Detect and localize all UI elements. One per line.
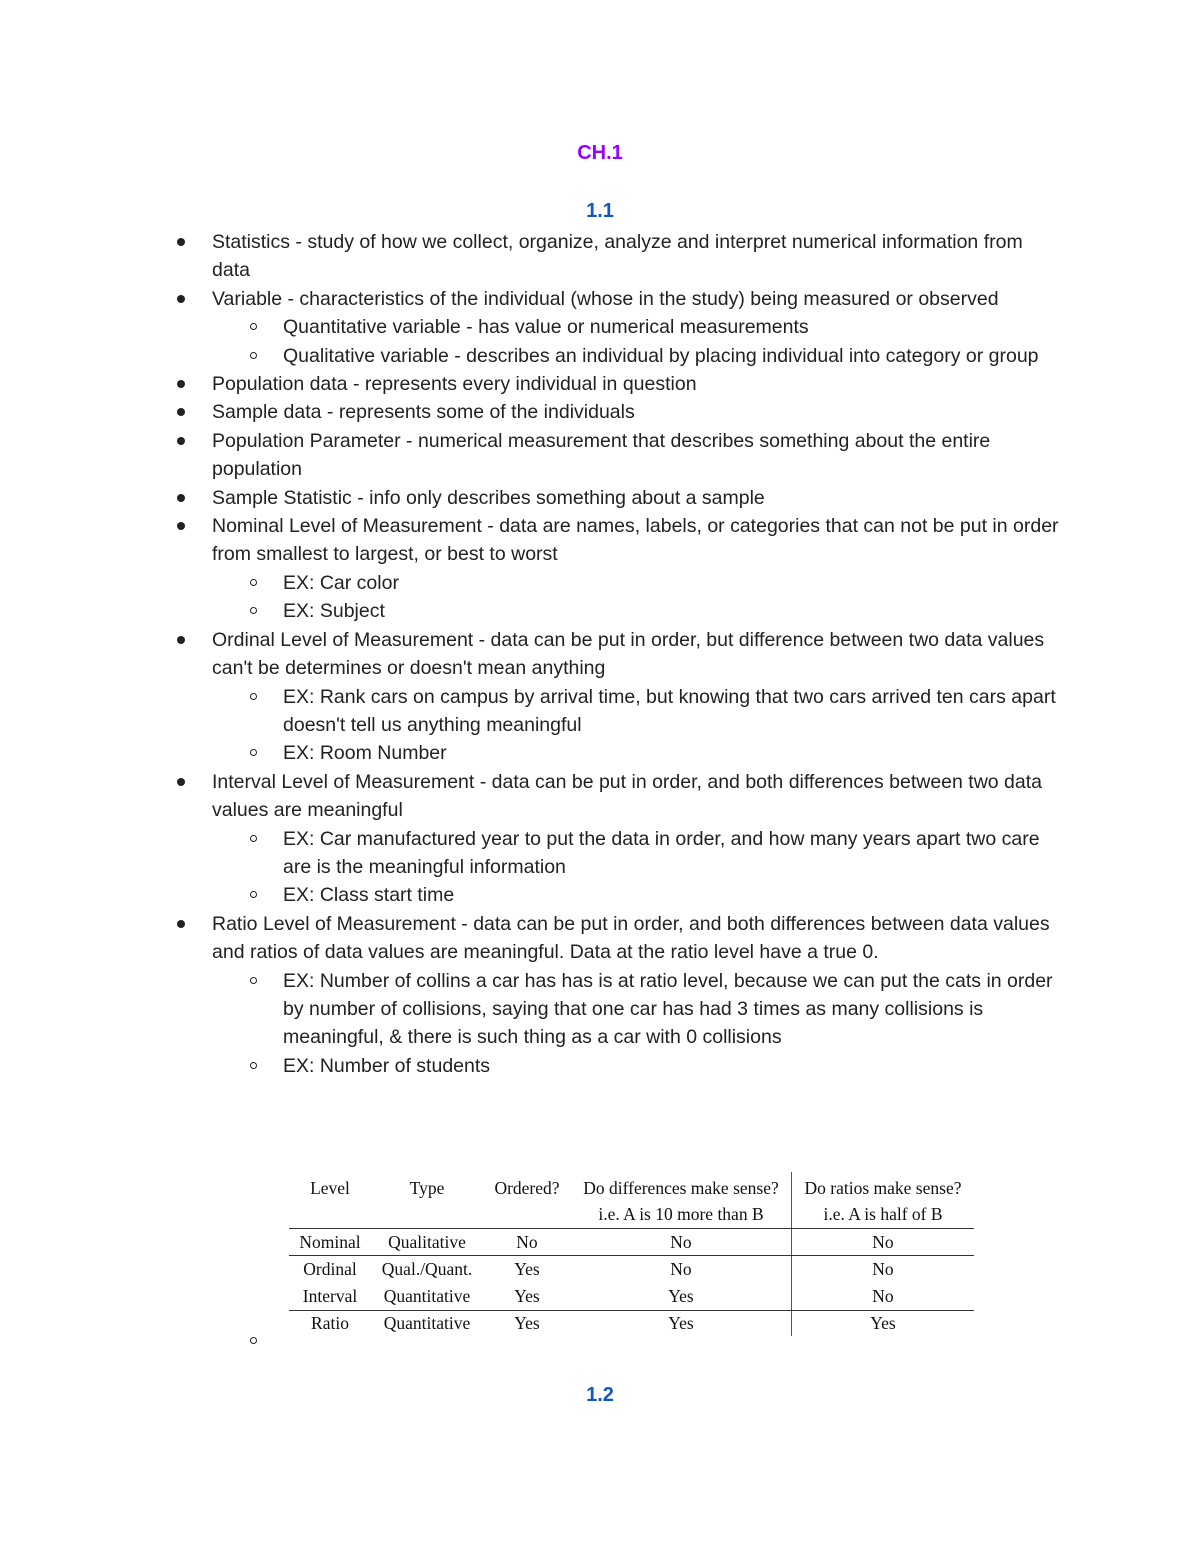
header-ratios-note: i.e. A is half of B (823, 1204, 943, 1224)
table-cell-level: Ordinal (303, 1259, 357, 1279)
sub-bullet-marker (250, 693, 257, 700)
bullet-marker (177, 380, 185, 388)
bullet-item (0, 626, 1060, 683)
bullet-marker (177, 238, 185, 246)
bullet-text: Nominal Level of Measurement - data are names, labels, or categories that can not be put in order from smallest to largest, or best to worst (212, 515, 1059, 566)
bullet-text: Interval Level of Measurement - data can be put in order, and both differences between two data values are meaningful (212, 770, 1042, 822)
bullet-marker (177, 522, 185, 530)
table-cell-differences: Yes (668, 1286, 694, 1306)
bullet-item (0, 768, 1060, 825)
bullet-text: Qualitative variable - describes an individual by placing individual into category or group (283, 344, 1039, 367)
bullet-text: EX: Subject (283, 600, 385, 623)
sub-bullet-item (0, 1052, 1061, 1080)
bullet-marker (177, 295, 185, 303)
sub-bullet-item (0, 313, 1061, 341)
sub-bullet-marker (250, 749, 257, 756)
bullet-text: Population Parameter - numerical measurement that describes something about the entire population (212, 429, 991, 481)
bullet-item (0, 370, 1060, 398)
sub-bullet-marker (250, 835, 257, 842)
bullet-text: Ratio Level of Measurement - data can be put in order, and both differences between data values and ratios of data values are meaningful. Data at the ratio level have a true 0. (212, 912, 1050, 964)
table-cell-ordered: Yes (514, 1286, 540, 1306)
header-differences: Do differences make sense? (583, 1178, 779, 1198)
bullet-text: Statistics - study of how we collect, organize, analyze and interpret numerical information from data (212, 231, 1023, 282)
table-row-rule (289, 1310, 974, 1311)
bullet-text: Ordinal Level of Measurement - data can be put in order, but difference between two data values can't be determines or doesn't mean anything (212, 628, 1045, 680)
bullet-marker (177, 920, 185, 928)
sub-bullet-marker (250, 1062, 257, 1069)
sub-bullet-marker (250, 352, 257, 359)
empty-bullet-marker (250, 1337, 257, 1344)
bullet-marker (177, 494, 185, 502)
header-differences-note: i.e. A is 10 more than B (598, 1204, 764, 1224)
header-level: Level (310, 1178, 350, 1198)
sub-bullet-marker (250, 579, 257, 586)
sub-bullet-item (0, 597, 1061, 625)
bullet-item (0, 484, 1060, 512)
sub-bullet-marker (250, 891, 257, 898)
table-cell-type: Qualitative (388, 1232, 466, 1252)
bullet-text: EX: Car color (283, 571, 399, 594)
sub-bullet-item (0, 967, 1061, 1052)
sub-bullet-item (0, 569, 1061, 597)
header-type: Type (409, 1178, 445, 1198)
bullet-item (0, 427, 1060, 484)
chapter-title: CH.1 (577, 142, 623, 164)
sub-bullet-marker (250, 323, 257, 330)
sub-bullet-item (0, 342, 1061, 370)
table-cell-level: Ratio (311, 1313, 349, 1333)
bullet-text: EX: Number of collins a car has has is at ratio level, because we can put the cats in order by number of collisions, saying that one car has had 3 times as many collisions is meaningful, & there is such thing as a car with 0 collisions (283, 969, 1053, 1049)
table-cell-ratios: Yes (870, 1313, 896, 1333)
table-cell-ordered: No (516, 1232, 538, 1252)
levels-of-measurement-table (289, 1172, 974, 1340)
bullet-text: EX: Number of students (283, 1054, 491, 1077)
sub-bullet-marker (250, 977, 257, 984)
table-cell-ordered: Yes (514, 1259, 540, 1279)
table-cell-level: Interval (302, 1286, 358, 1306)
table-cell-differences: Yes (668, 1313, 694, 1333)
table-cell-differences: No (670, 1232, 692, 1252)
bullet-marker (177, 408, 185, 416)
table-row-rule (289, 1255, 974, 1256)
table-cell-type: Quantitative (383, 1313, 471, 1333)
section-title-1-2: 1.2 (586, 1384, 614, 1406)
header-ordered: Ordered? (494, 1178, 560, 1198)
table-column-divider (791, 1172, 792, 1336)
bullet-marker (177, 636, 185, 644)
sub-bullet-item (0, 683, 1061, 740)
bullet-marker (177, 778, 185, 786)
table-cell-differences: No (670, 1259, 692, 1279)
table-cell-ratios: No (872, 1259, 894, 1279)
bullet-marker (177, 437, 185, 445)
bullet-item (0, 285, 1060, 313)
bullet-text: Population data - represents every individual in question (212, 373, 697, 396)
sub-bullet-item (0, 825, 1061, 882)
bullet-text: EX: Room Number (283, 742, 447, 765)
table-cell-level: Nominal (299, 1232, 361, 1252)
sub-bullet-item (0, 881, 1061, 909)
header-ratios: Do ratios make sense? (804, 1178, 962, 1198)
table-header-rule (289, 1228, 974, 1229)
sub-bullet-marker (250, 607, 257, 614)
bullet-text: EX: Rank cars on campus by arrival time, but knowing that two cars arrived ten cars apart doesn't tell us anything meaningful (283, 685, 1056, 736)
bullet-text: Variable - characteristics of the individual (whose in the study) being measured or observed (212, 287, 999, 310)
bullet-item (0, 228, 1060, 285)
section-title-1-1: 1.1 (586, 200, 614, 222)
bullet-text: Quantitative variable - has value or numerical measurements (283, 316, 809, 339)
table-cell-ratios: No (872, 1232, 894, 1252)
bullet-text: Sample Statistic - info only describes something about a sample (212, 486, 765, 509)
table-cell-type: Qual./Quant. (381, 1259, 473, 1279)
bullet-item (0, 512, 1060, 569)
bullet-text: Sample data - represents some of the individuals (212, 401, 635, 424)
bullet-text: EX: Class start time (283, 884, 455, 907)
table-cell-type: Quantitative (383, 1286, 471, 1306)
table-cell-ratios: No (872, 1286, 894, 1306)
sub-bullet-item (0, 739, 1061, 767)
table-cell-ordered: Yes (514, 1313, 540, 1333)
notes-list (0, 228, 1200, 1080)
bullet-item (0, 398, 1060, 426)
bullet-text: EX: Car manufactured year to put the data in order, and how many years apart two care are is the meaningful information (283, 827, 1040, 878)
bullet-item (0, 910, 1060, 967)
